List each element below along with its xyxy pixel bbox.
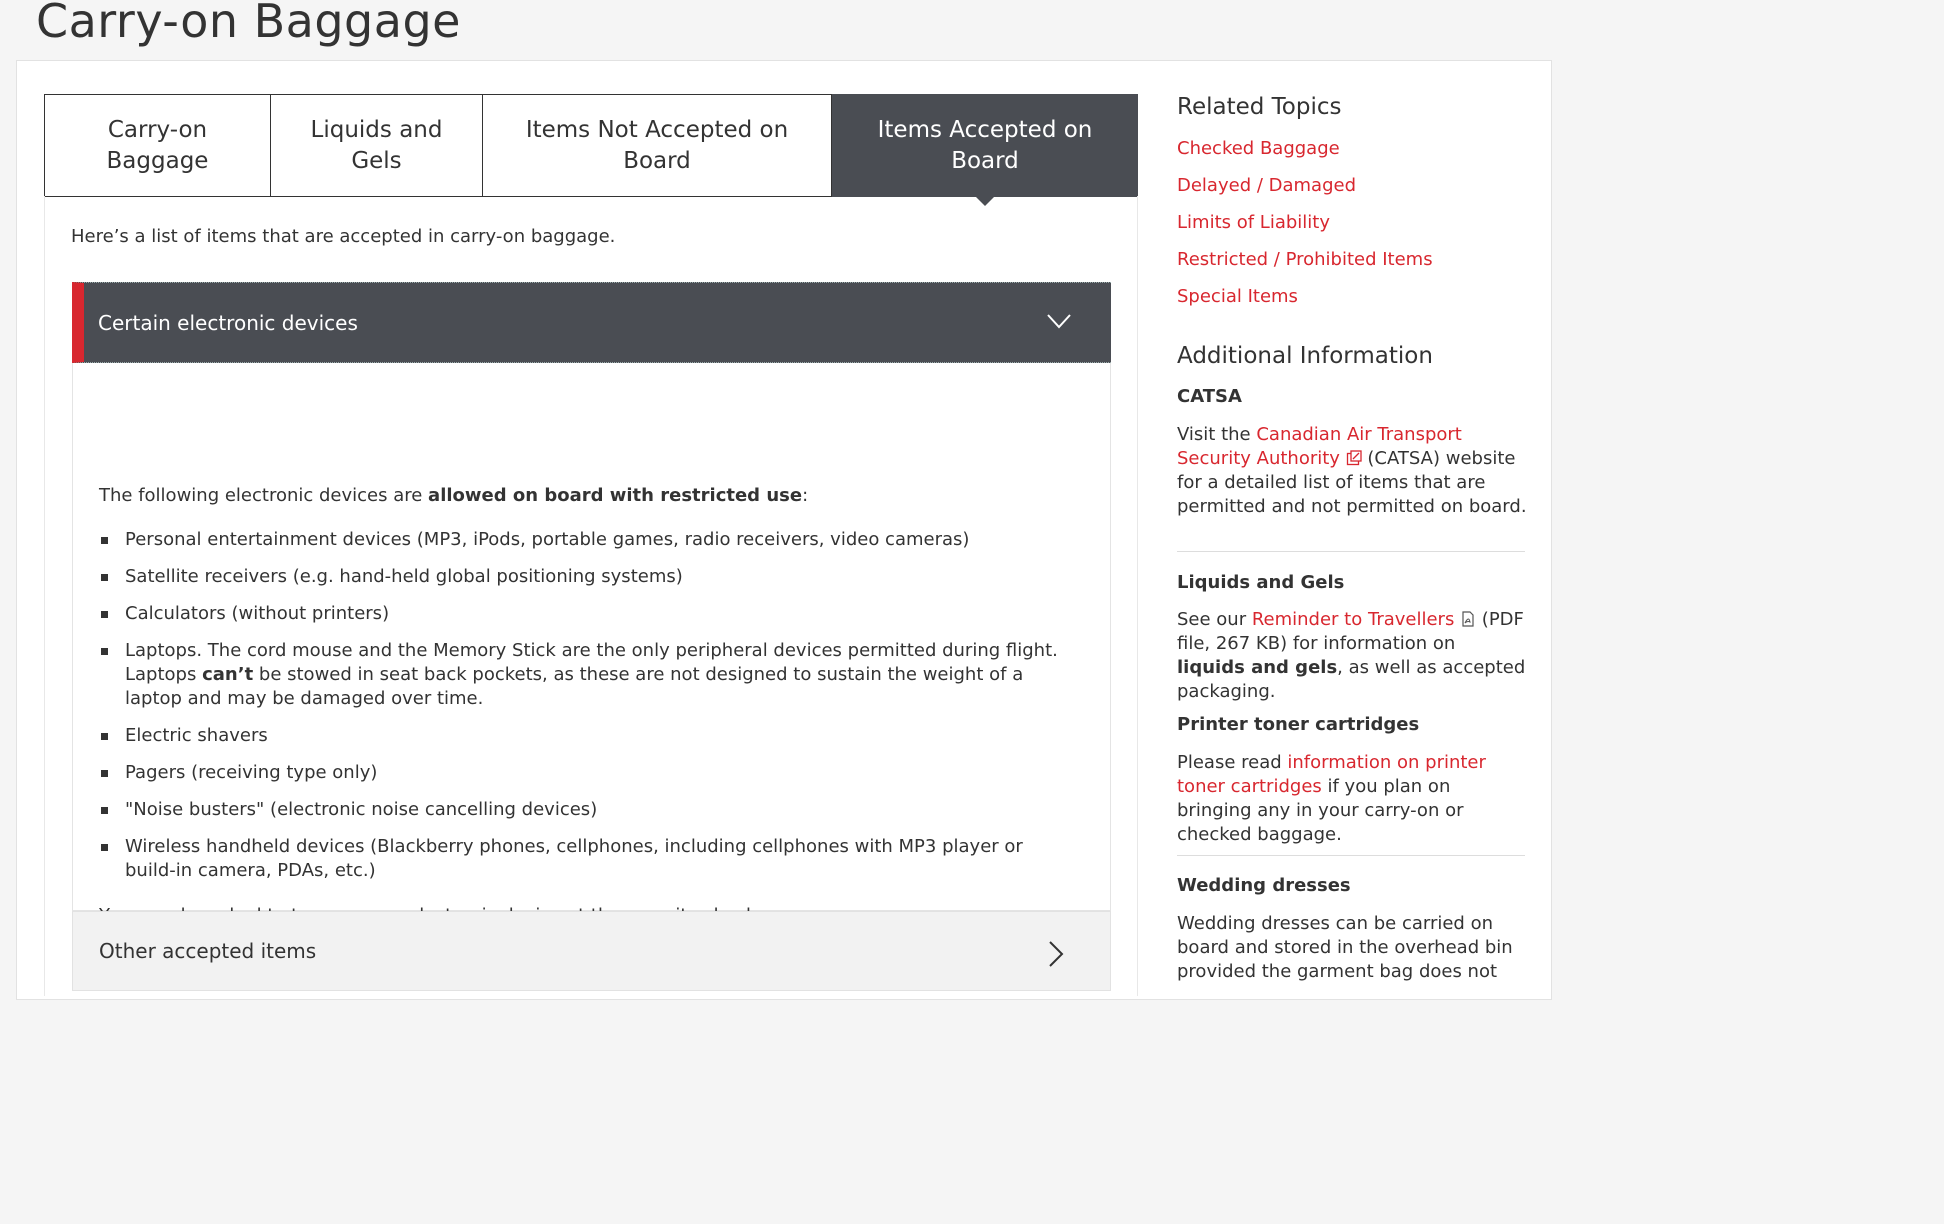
list-item	[99, 639, 1079, 711]
catsa-text	[1177, 423, 1527, 519]
device-list	[99, 528, 1079, 896]
tab-bar	[44, 94, 1138, 197]
toner-link[interactable]: information on printer toner cartridges	[1177, 752, 1486, 797]
tab-label: Items Accepted on Board	[877, 116, 1093, 174]
list-item: Pagers (receiving type only)	[99, 761, 1079, 785]
toner-pre: Please read	[1177, 752, 1288, 773]
link-special-items[interactable]: Special Items	[1177, 286, 1298, 307]
lead-bold: allowed on board with restricted use	[428, 485, 803, 506]
catsa-pre: Visit the	[1177, 424, 1257, 445]
liquids-text	[1177, 608, 1527, 704]
chevron-right-icon[interactable]	[1046, 940, 1066, 968]
link-delayed-damaged[interactable]: Delayed / Damaged	[1177, 175, 1357, 196]
liquids-heading: Liquids and Gels	[1177, 572, 1345, 593]
laptop-rest: be stowed in seat back pockets, as these are not designed to sustain the weight of a laptop and may be damaged over time.	[125, 664, 1024, 709]
intro-text: Here’s a list of items that are accepted in carry-on baggage.	[71, 226, 616, 247]
additional-info-title: Additional Information	[1177, 343, 1433, 369]
catsa-heading: CATSA	[1177, 386, 1242, 407]
toner-text	[1177, 751, 1527, 847]
liquids-mid: (PDF file, 267 KB) for information on	[1177, 609, 1524, 654]
laptop-text: Laptops. The cord mouse and the Memory Stick are the only peripheral devices permitted during flight. Laptops	[125, 640, 1058, 685]
reminder-link[interactable]: Reminder to Travellers	[1251, 609, 1455, 630]
accordion-header[interactable]	[72, 282, 1111, 363]
accordion-lead	[99, 485, 808, 506]
list-item: Wireless handheld devices (Blackberry phones, cellphones, including cellphones with MP3 player or build-in camera, PDAs, etc.)	[99, 835, 1079, 883]
toner-post: if you plan on bringing any in your carry-on or checked baggage.	[1177, 776, 1464, 845]
catsa-post: (CATSA) website for a detailed list of items that are permitted and not permitted on board.	[1177, 448, 1527, 517]
page-title: Carry-on Baggage	[36, 0, 461, 48]
accordion-title: Certain electronic devices	[98, 310, 358, 335]
list-item: Electric shavers	[99, 724, 1079, 748]
wedding-heading: Wedding dresses	[1177, 875, 1351, 896]
accordion-title: Other accepted items	[99, 939, 317, 963]
chevron-down-icon[interactable]	[1047, 309, 1071, 333]
liquids-post: , as well as accepted packaging.	[1177, 657, 1526, 702]
accordion-electronic-devices	[72, 282, 1111, 911]
tab-items-accepted[interactable]	[832, 94, 1138, 197]
divider	[1177, 551, 1525, 552]
laptop-bold: can’t	[202, 664, 254, 685]
tab-label: Carry-on Baggage	[106, 116, 209, 174]
catsa-link[interactable]: Canadian Air Transport Security Authority	[1177, 424, 1462, 469]
toner-heading: Printer toner cartridges	[1177, 714, 1420, 735]
lead-suffix: :	[802, 485, 809, 506]
wedding-text: Wedding dresses can be carried on board and stored in the overhead bin provided the garment bag does not	[1177, 913, 1513, 982]
pdf-icon[interactable]	[1460, 611, 1476, 627]
link-restricted-items[interactable]: Restricted / Prohibited Items	[1177, 249, 1433, 270]
liquids-pre: See our	[1177, 609, 1252, 630]
list-item: "Noise busters" (electronic noise cancelling devices)	[99, 798, 1079, 822]
tab-carry-on-baggage[interactable]	[44, 94, 270, 197]
liquids-bold: liquids and gels	[1177, 657, 1338, 678]
accordion-other-items[interactable]	[72, 911, 1111, 991]
accordion-panel	[72, 363, 1111, 911]
list-item: Satellite receivers (e.g. hand-held global positioning systems)	[99, 565, 1079, 589]
link-checked-baggage[interactable]: Checked Baggage	[1177, 138, 1340, 159]
tab-label: Items Not Accepted on Board	[525, 116, 789, 174]
lead-text: The following electronic devices are	[99, 485, 429, 506]
tab-items-not-accepted[interactable]	[482, 94, 832, 197]
list-item: Calculators (without printers)	[99, 602, 1079, 626]
tab-liquids-and-gels[interactable]	[270, 94, 482, 197]
list-item: Personal entertainment devices (MP3, iPods, portable games, radio receivers, video cameras)	[99, 528, 1079, 552]
related-topics-title: Related Topics	[1177, 94, 1342, 120]
external-link-icon[interactable]	[1346, 450, 1362, 466]
tab-label: Liquids and Gels	[310, 116, 443, 174]
link-limits-of-liability[interactable]: Limits of Liability	[1177, 212, 1330, 233]
divider	[1177, 855, 1525, 856]
